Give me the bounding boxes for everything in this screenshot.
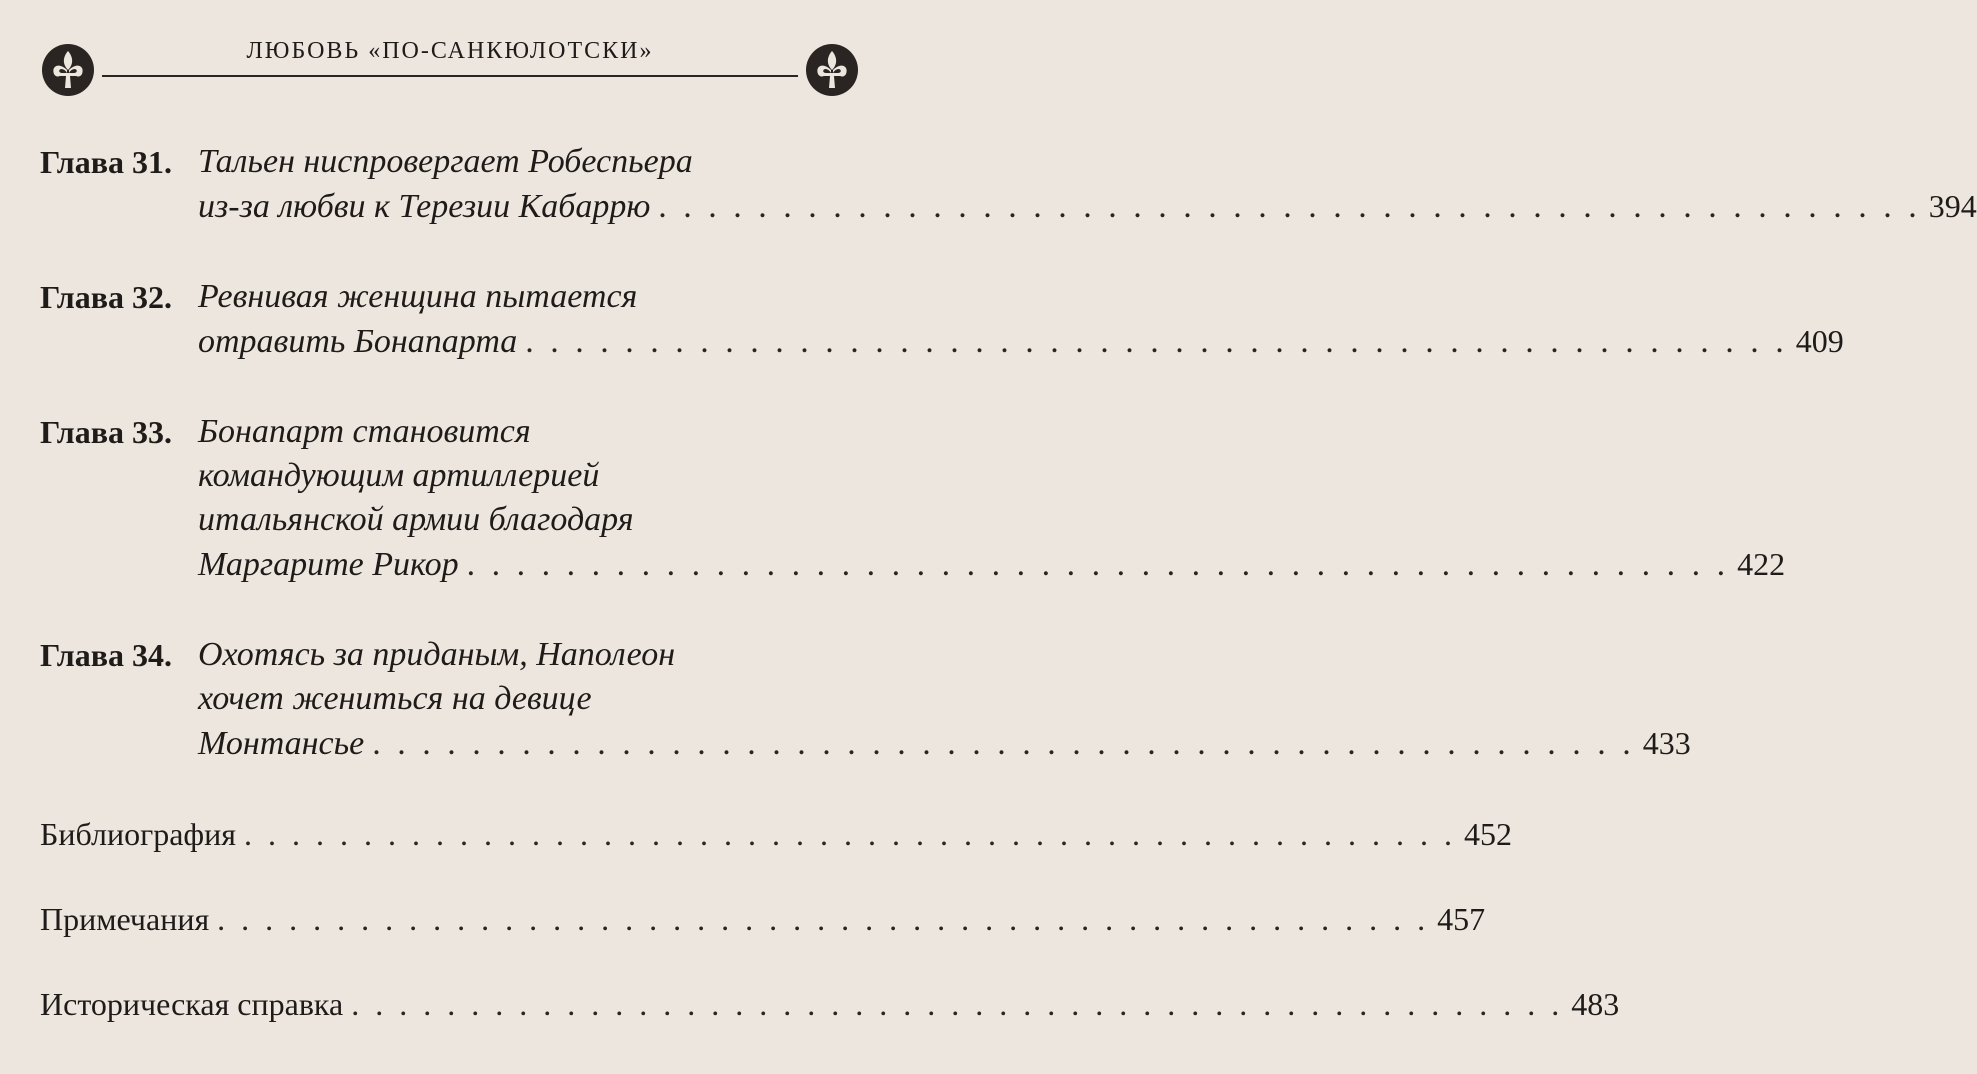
toc-entry-chapter-31 (40, 140, 1977, 229)
chapter-label: Глава 33. (40, 414, 172, 450)
toc-entry-chapter-32 (40, 275, 1844, 364)
chapter-title-line: из-за любви к Терезии Кабаррю (198, 188, 651, 225)
toc-entry-notes (40, 897, 1486, 941)
page-number: 452 (1463, 816, 1512, 852)
page-number: 457 (1437, 901, 1486, 937)
dot-leader: . . . . . . . . . . . . . . . . . . . . . . . . . . . . . . . . . . . . . . . . . . . . . . . . . . . (217, 901, 1430, 937)
entry-label: Историческая справка (40, 986, 344, 1022)
chapter-label: Глава 31. (40, 144, 172, 180)
fleur-de-lis-icon (804, 42, 860, 98)
chapter-title-line: командующим артиллерией (198, 457, 600, 494)
running-header-title: ЛЮБОВЬ «ПО-САНКЮЛОТСКИ» (246, 38, 654, 64)
entry-label: Библиография (40, 816, 236, 852)
page-number: 483 (1571, 986, 1620, 1022)
chapter-title-line: Охотясь за приданым, Наполеон (198, 636, 676, 673)
chapter-title-line: Ревнивая женщина пытается (198, 278, 638, 315)
chapter-title-line: хочет жениться на девице (198, 680, 592, 717)
chapter-title-line: Тальен ниспровергает Робеспьера (198, 143, 693, 180)
dot-leader: . . . . . . . . . . . . . . . . . . . . . . . . . . . . . . . . . . . . . . . . . . . . . . . . . . . (372, 725, 1635, 762)
toc-entry-chapter-34 (40, 633, 1691, 766)
dot-leader: . . . . . . . . . . . . . . . . . . . . . . . . . . . . . . . . . . . . . . . . . . . . . . . . . . . (351, 986, 1564, 1022)
chapter-title-line: Бонапарт становится (198, 413, 531, 450)
dot-leader: . . . . . . . . . . . . . . . . . . . . . . . . . . . . . . . . . . . . . . . . . . . . . . . . . . . (466, 546, 1730, 583)
table-of-contents (40, 140, 1977, 1067)
chapter-label: Глава 34. (40, 637, 172, 673)
dot-leader: . . . . . . . . . . . . . . . . . . . . . . . . . . . . . . . . . . . . . . . . . . . . . . . . . . . (243, 816, 1456, 852)
running-header (40, 36, 860, 106)
chapter-label: Глава 32. (40, 279, 172, 315)
page-number: 433 (1642, 725, 1691, 761)
page-number: 394 (1928, 188, 1977, 224)
chapter-title-line: итальянской армии благодаря (198, 501, 634, 538)
page-number: 409 (1795, 323, 1844, 359)
toc-entry-bibliography (40, 812, 1512, 856)
header-rule (102, 75, 798, 77)
chapter-title-line: Монтансье (198, 725, 365, 762)
chapter-title-line: Маргарите Рикор (198, 546, 459, 583)
page-number: 422 (1737, 546, 1786, 582)
dot-leader: . . . . . . . . . . . . . . . . . . . . . . . . . . . . . . . . . . . . . . . . . . . . . . . . . . . (525, 323, 1788, 360)
dot-leader: . . . . . . . . . . . . . . . . . . . . . . . . . . . . . . . . . . . . . . . . . . . . . . . . . . . (658, 188, 1921, 225)
chapter-title-line: отравить Бонапарта (198, 323, 518, 360)
toc-entry-chapter-33 (40, 410, 1786, 587)
toc-entry-historical-note (40, 982, 1620, 1026)
entry-label: Примечания (40, 901, 210, 937)
